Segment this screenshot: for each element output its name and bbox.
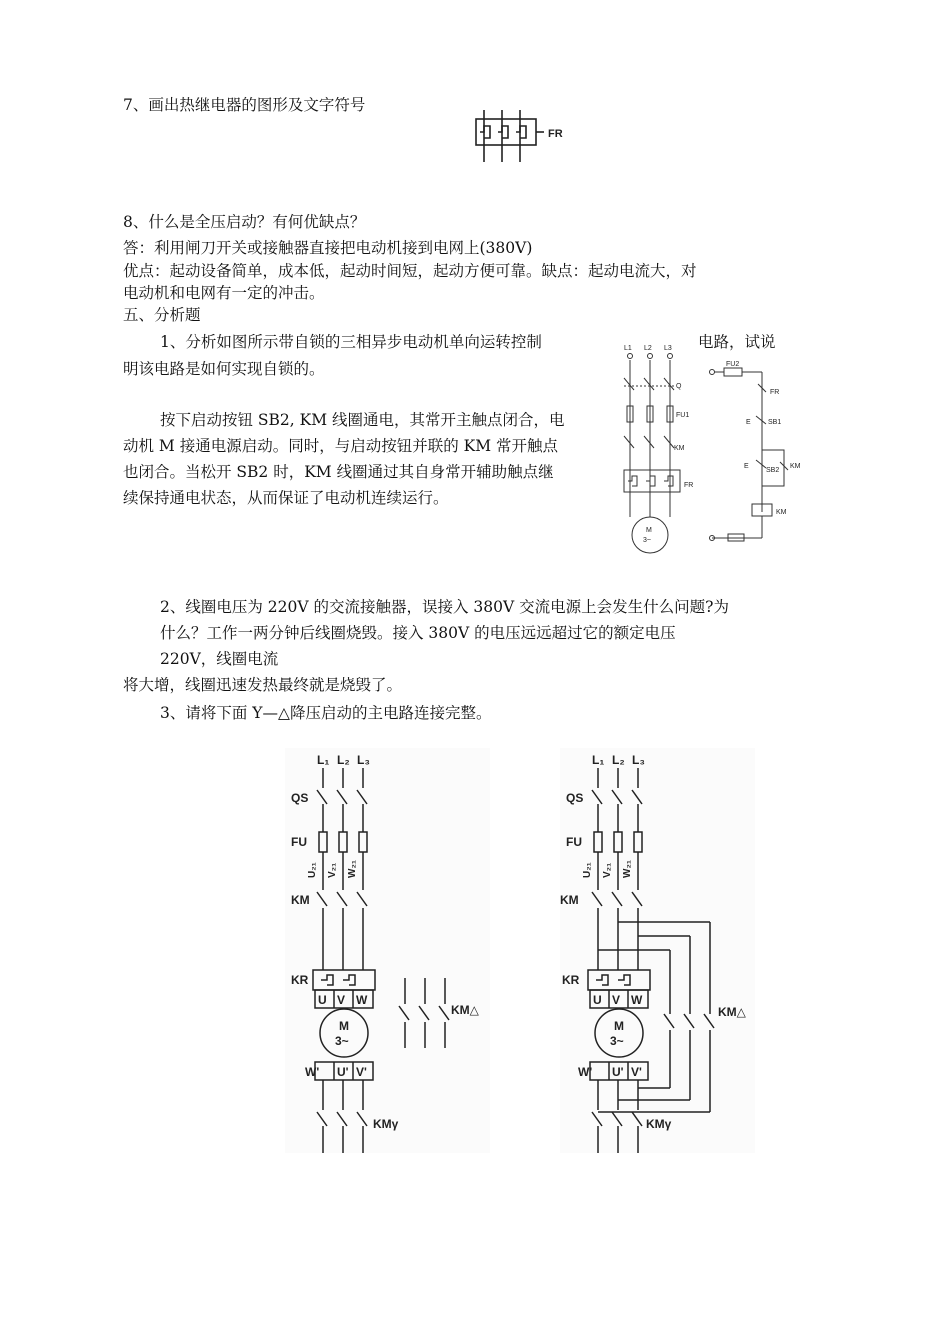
star-delta-diagram-complete (560, 748, 755, 1153)
label-fu2: FU2 (726, 361, 740, 368)
label-fu1: FU1 (676, 412, 690, 419)
label-km-y: KMγ (646, 1117, 672, 1131)
motor-m: M (339, 1019, 349, 1033)
label-v: V (337, 993, 346, 1007)
label-v: V (612, 993, 621, 1007)
label-sb2: SB2 (766, 467, 780, 474)
label-vp: V' (631, 1065, 642, 1079)
label-l1: L₁ (592, 753, 605, 767)
q8-pros-line1: 优点：起动设备简单，成本低，起动时间短，起动方便可靠。缺点：起动电流大，对 (123, 262, 697, 280)
label-l1: L₁ (317, 753, 330, 767)
label-l3: L3 (664, 345, 672, 352)
label-kr: KR (562, 973, 580, 987)
label-u21: U₂₁ (582, 862, 593, 878)
q8-pros-line2: 电动机和电网有一定的冲击。 (123, 284, 325, 302)
label-v21: V₂₁ (327, 862, 338, 878)
label-km: KM (560, 893, 579, 907)
label-w: W (356, 993, 368, 1007)
label-u: U (593, 993, 602, 1007)
q5-2-line3: 220V，线圈电流 (160, 650, 279, 668)
motor-m: M (614, 1019, 624, 1033)
label-fu: FU (291, 835, 307, 849)
label-sb1: SB1 (768, 419, 782, 426)
label-km-main: KM (674, 445, 685, 452)
q5-1-question-c: 明该电路是如何实现自锁的。 (123, 360, 325, 378)
self-locking-circuit-diagram (612, 342, 812, 557)
q5-1-question-b: 电路，试说 (698, 333, 776, 351)
label-l1: L1 (624, 345, 632, 352)
q5-1-answer-line: 动机 M 接通电源启动。同时，与启动按钮并联的 KM 常开触点 (123, 437, 559, 455)
q5-2-line1: 2、线圈电压为 220V 的交流接触器，误接入 380V 交流电源上会发生什么问题?为 (160, 598, 729, 616)
label-l2: L2 (644, 345, 652, 352)
label-vp: V' (356, 1065, 367, 1079)
label-e1: E (746, 419, 751, 426)
label-km-coil: KM (776, 509, 787, 516)
label-qs: QS (291, 791, 309, 805)
label-km-delta: KM△ (718, 1005, 746, 1019)
q5-1-question-a: 1、分析如图所示带自锁的三相异步电动机单向运转控制 (160, 333, 542, 351)
label-up: U' (337, 1065, 349, 1079)
label-kr: KR (291, 973, 309, 987)
label-w21: W₂₁ (347, 859, 358, 878)
label-km-delta: KM△ (451, 1003, 479, 1017)
label-wp: W' (305, 1065, 320, 1079)
q7-title: 7、画出热继电器的图形及文字符号 (123, 96, 366, 114)
label-w21: W₂₁ (622, 859, 633, 878)
label-q: Q (676, 383, 682, 390)
label-l3: L₃ (632, 753, 645, 767)
label-fr-contact: FR (770, 389, 780, 396)
section-title: 五、分析题 (123, 306, 201, 324)
thermal-relay-symbol (470, 110, 580, 162)
motor-3: 3~ (610, 1034, 624, 1048)
label-u: U (318, 993, 327, 1007)
q5-1-answer-line: 也闭合。当松开 SB2 时，KM 线圈通过其自身常开辅助触点继 (123, 463, 554, 481)
label-km-aux: KM (790, 463, 801, 470)
motor-3: 3~ (335, 1034, 349, 1048)
label-up: U' (612, 1065, 624, 1079)
label-l2: L₂ (337, 753, 350, 767)
label-v21: V₂₁ (602, 862, 613, 878)
q5-1-answer-line: 续保持通电状态，从而保证了电动机连续运行。 (123, 489, 449, 507)
label-fu: FU (566, 835, 582, 849)
q5-1-answer-line: 按下启动按钮 SB2, KM 线圈通电，其常开主触点闭合，电 (160, 411, 565, 429)
motor-3: 3~ (643, 537, 651, 544)
label-fr: FR (684, 482, 694, 489)
label-w: W (631, 993, 643, 1007)
motor-m: M (646, 527, 652, 534)
label-l2: L₂ (612, 753, 625, 767)
label-l3: L₃ (357, 753, 370, 767)
q5-2-line2: 什么？工作一两分钟后线圈烧毁。接入 380V 的电压远远超过它的额定电压 (160, 624, 676, 642)
label-km: KM (291, 893, 310, 907)
q8-answer: 答：利用闸刀开关或接触器直接把电动机接到电网上(380V) (123, 239, 533, 257)
label-e2: E (744, 463, 749, 470)
fr-label: FR (548, 128, 563, 140)
label-qs: QS (566, 791, 584, 805)
q5-2-line4: 将大增，线圈迅速发热最终就是烧毁了。 (123, 676, 403, 694)
label-km-y: KMγ (373, 1117, 399, 1131)
label-wp: W' (578, 1065, 593, 1079)
label-u21: U₂₁ (307, 862, 318, 878)
star-delta-diagram-incomplete (285, 748, 490, 1153)
q5-3-title: 3、请将下面 Y—△降压启动的主电路连接完整。 (160, 704, 492, 722)
q8-title: 8、什么是全压启动？有何优缺点？ (123, 213, 366, 231)
